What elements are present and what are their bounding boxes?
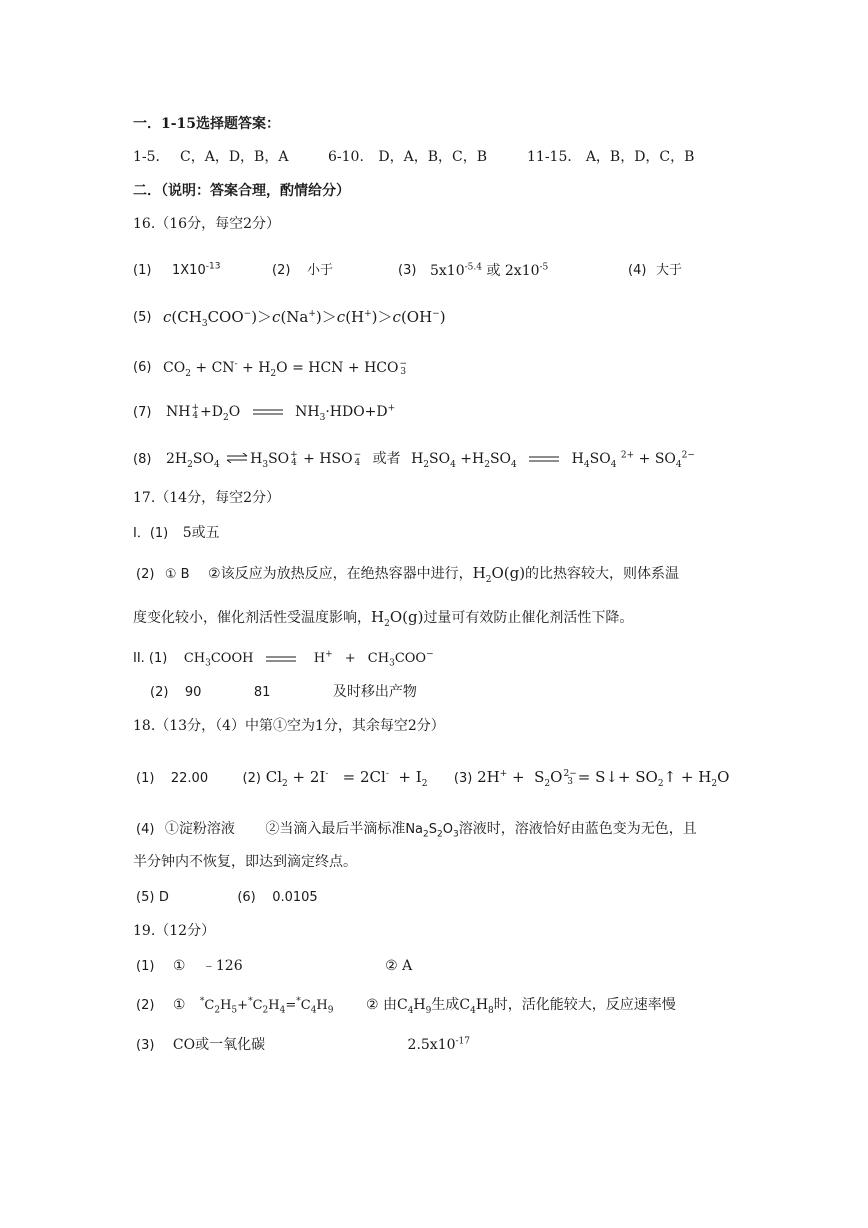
q16-p8-equation: $2H_2SO_4$ $H_3SO+$ 4 + HSO− 4 或者 $H_2SO_4 +H_2SO_4$ $H_4SO_4$ $^{2+} + SO_4^{2-}$: [166, 450, 695, 470]
answer-group-3: [527, 148, 694, 166]
answer-values: D，A，B，C，B: [378, 149, 487, 165]
q17-header: 17.（14分，每空2分）: [133, 490, 280, 506]
q19-p3-num: (3): [136, 1038, 155, 1053]
q18-line4a: [136, 820, 697, 839]
q18-p4-a: ①淀粉溶液: [164, 821, 235, 837]
q16-p6-num: (6): [133, 360, 152, 375]
q18-line4b: 半分钟内不恢复，即达到滴定终点。: [133, 854, 357, 870]
q16-p7-num: (7): [133, 405, 152, 420]
q19-p2-num: (2): [136, 998, 155, 1013]
answer-values: A，B，D，C，B: [585, 149, 695, 165]
q19-p1-a-value: ﹣126: [201, 958, 243, 974]
q16-p3-num: (3): [398, 263, 417, 278]
q19-p2-b-2: 生成: [431, 997, 460, 1013]
q19-line2: [136, 996, 676, 1015]
q18-header: 18.（13分，（4）中第①空为1分，其余每空2分）: [133, 718, 445, 734]
q16-p3-or: 或: [486, 263, 501, 279]
q17-p2-num: (2): [136, 567, 155, 582]
q16-p3-b-base: 2x10: [504, 263, 540, 279]
q17-part1-line: [133, 524, 220, 543]
answer-group-2: [328, 148, 487, 166]
q16-p1-num: (1): [133, 263, 152, 278]
q16-p1-base: 1X10: [172, 263, 206, 278]
q17-ii-label: II. (1): [133, 651, 168, 666]
q19-p3-b-base: 2.5x10: [407, 1037, 456, 1053]
q18-p3-equation: $2H^+ + S_2O2-$ 3 = S↓+ $SO_2↑ + H_2O$: [472, 768, 730, 789]
q19-p3-b: [408, 1037, 470, 1053]
q18-p6-num: (6): [237, 890, 256, 905]
q16-p1-exp: -13: [205, 261, 221, 272]
q18-p5-answer: D: [158, 890, 169, 905]
q17-ii-p2-num: (2): [150, 685, 169, 700]
q18-p4-b-1: ②当滴入最后半滴标准: [265, 821, 406, 837]
q19-p2-equation: $^*C_2H_5+^*C_2H_4=^*C_4H_9$: [199, 996, 334, 1016]
q17-p2-a: ① B: [164, 567, 190, 582]
q18-formula-na2s2o3: $Na_2S_2O_3$: [405, 822, 459, 840]
q17-part2-line1: [133, 649, 434, 668]
q18-line5: [136, 888, 318, 907]
q19-p1-a: ①: [172, 958, 186, 974]
q17-formula-h2o-g-2: $H_2O(g)$: [371, 608, 424, 629]
q16-p3-a-base: 5x10: [430, 263, 465, 279]
q16-p1-answer: [172, 262, 220, 280]
q16-p6-equation: $CO_2 + CN^- + H_2O$ = HCN + HCO− 3: [163, 359, 408, 379]
q18-line1: [136, 768, 729, 788]
q16-p5-equation: $c(CH_3COO^-)>c(Na^+)>c(H^+)>c(OH^-)$: [163, 308, 446, 329]
q16-header: 16.（16分，每空2分）: [133, 216, 280, 232]
q16-p8-or: 或者: [372, 451, 401, 467]
q17-p2-line2: [133, 608, 633, 627]
q19-p2-b-3: 时，活化能较大，反应速率慢: [493, 997, 676, 1013]
q17-i-label: Ⅰ．(1): [133, 526, 169, 541]
reversible-arrow-icon: [226, 450, 248, 468]
q19-p2-b-1: ② 由: [365, 997, 397, 1013]
q18-p2-equation: $Cl_2 + 2I^- = 2Cl^- + I_2$: [260, 768, 428, 789]
section2-heading: 二．（说明：答案合理，酌情给分）: [133, 183, 350, 199]
q19-line3: [136, 1036, 470, 1055]
answer-group-1: [133, 148, 288, 166]
q16-p8-num: (8): [133, 452, 152, 467]
q18-p4-num: (4): [136, 822, 155, 837]
q17-i-answer: 5或五: [182, 525, 220, 541]
q17-ii-p2-b: 81: [253, 685, 271, 700]
equilibrium-arrow-icon: [253, 408, 283, 416]
q18-p1-num: (1): [136, 771, 155, 786]
q17-p2-c-2: 过量可有效防止催化剂活性下降。: [423, 610, 634, 626]
q17-part2-line2: [150, 683, 417, 702]
q18-p2-num: (2): [242, 771, 261, 786]
q16-p5-num: (5): [133, 310, 152, 325]
q16-p2-num: (2): [272, 263, 291, 278]
q18-p3-num: (3): [453, 771, 473, 786]
q17-ii-equation: $CH_3COOH$ $H^+ + CH_3COO^-$: [183, 649, 434, 669]
q17-p2-line1: [136, 564, 679, 584]
q16-p4-answer: 大于: [656, 263, 683, 278]
q16-p3-b-exp: -5: [539, 262, 549, 273]
q18-p1-answer: 22.00: [170, 771, 209, 786]
q16-p2-answer: 小于: [307, 263, 334, 278]
q16-p7-equation: NH+ $4 +D_2O$ $NH_3\cdot HDO+D^+$: [166, 403, 396, 423]
section1-heading: 一．1-15选择题答案：: [133, 116, 281, 132]
q19-p1-num: (1): [136, 959, 155, 974]
q16-p4-num: (4): [628, 263, 647, 278]
q19-formula-c4h8: $C_4H_8$: [459, 997, 494, 1016]
q17-ii-p2-a: 90: [184, 685, 202, 700]
equilibrium-arrow-icon: [529, 455, 559, 463]
answer-range: 6-10.: [328, 149, 364, 165]
answer-values: C，A，D，B，A: [180, 149, 289, 165]
q17-p2-c-1: 度变化较小，催化剂活性受温度影响，: [133, 610, 371, 626]
answer-range: 1-5．: [133, 149, 170, 165]
q17-ii-p2-c: 及时移出产物: [332, 684, 417, 700]
q17-p2-b-2: 的比热容较大，则体系温: [525, 566, 680, 582]
q19-p3-a: CO或一氧化碳: [172, 1037, 266, 1053]
q18-p6-answer: 0.0105: [272, 890, 318, 905]
answer-range: 11-15．: [527, 149, 582, 165]
equilibrium-arrow-icon: [266, 655, 296, 663]
q19-p3-b-exp: -17: [455, 1036, 471, 1047]
q19-line1: [136, 957, 412, 976]
q18-p5-num: (5): [136, 890, 155, 905]
q17-formula-h2o-g: $H_2O(g)$: [472, 564, 526, 585]
q16-p3-answer: [430, 262, 548, 280]
q17-p2-b-1: ②该反应为放热反应，在绝热容器中进行，: [208, 566, 473, 582]
q19-p2-a: ①: [172, 997, 186, 1013]
q16-p3-a-exp: -5.4: [464, 262, 482, 273]
q19-p1-b: ② A: [385, 958, 413, 974]
q19-formula-c4h9: $C_4H_9$: [396, 997, 432, 1016]
q18-p4-b-2: 溶液时，溶液恰好由蓝色变为无色，且: [458, 821, 697, 837]
q19-header: 19.（12分）: [133, 923, 216, 939]
